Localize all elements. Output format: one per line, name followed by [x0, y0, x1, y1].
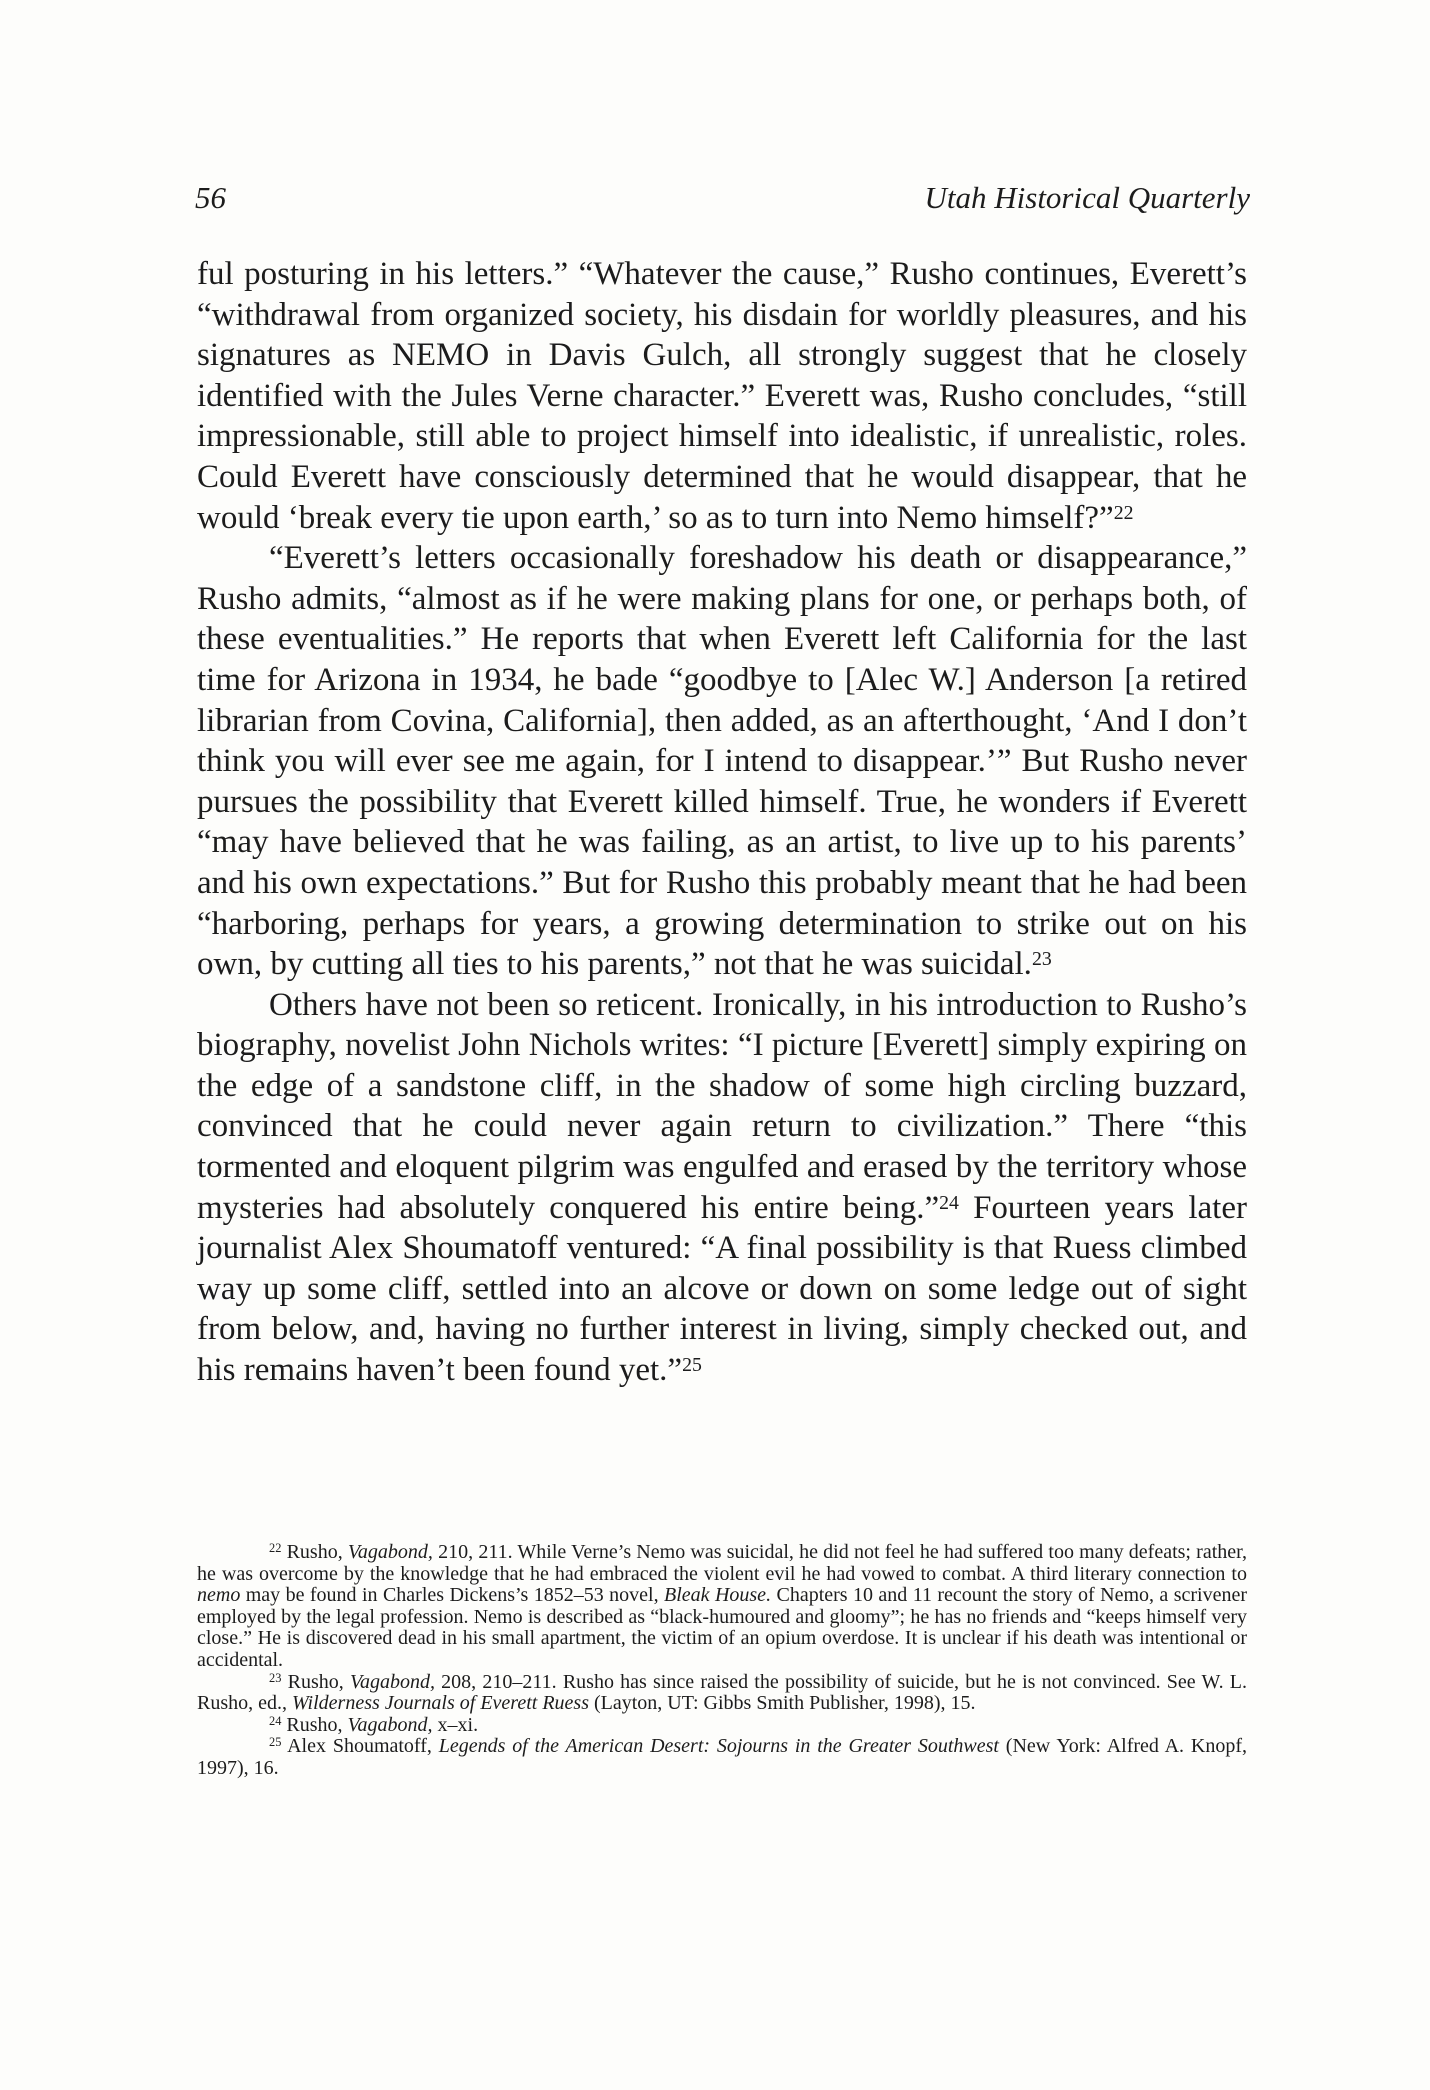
footnote-number: 23 [269, 1670, 282, 1685]
page-number: 56 [195, 180, 226, 215]
paragraph-1 [197, 254, 1247, 538]
paragraph-1-text: ful posturing in his letters.” “Whatever the cause,” Rusho continues, Everett’s “withdrawal from organized society, his disdain for worldly pleasures, and his signatures as NEMO in Davis Gulch, all strongly suggest that he closely identified with the Jules Verne character.” Everett was, Rusho concludes, “still impressionable, still able to project himself into idealistic, if unrealistic, roles. Could Everett have consciously determined that he would disappear, that he would ‘break every tie upon earth,’ so as to turn into Nemo himself?” [197, 256, 1247, 536]
footnote-24 [197, 1715, 1247, 1737]
footnote-title: Wilderness Journals of Everett Ruess [292, 1692, 589, 1715]
footnote-text: x–xi. [432, 1713, 479, 1736]
paragraph-3-text-a: Others have not been so reticent. Ironically, in his introduction to Rusho’s biography, novelist John Nichols writes: “I picture [Everett] simply expiring on the edge of a sandstone cliff, in the shadow of some high circling buzzard, convinced that he could never again return to civilization.” There “this tormented and eloquent pilgrim was engulfed and erased by the territory whose mysteries had absolutely conquered his entire being.” [197, 986, 1247, 1226]
body-text [197, 254, 1247, 1391]
footnote-text: Rusho, [281, 1713, 348, 1736]
note-ref-25[interactable]: 25 [682, 1354, 702, 1377]
footnote-term: nemo [197, 1584, 241, 1607]
footnote-text: Rusho, [281, 1541, 348, 1563]
footnote-number: 24 [269, 1713, 282, 1728]
paragraph-3 [197, 985, 1247, 1391]
footnote-title: Vagabond, [349, 1670, 435, 1693]
footnote-text: Rusho, [281, 1670, 350, 1693]
footnote-22 [197, 1542, 1247, 1672]
footnote-text: Chapters 10 and 11 recount the story of Nemo, a scrivener employed by the legal profession. Nemo is described as “black-humoured and gloomy”; he has no friends and “keeps himself very close.” He is discovered dead in his small apartment, the victim of an opium overdose. It is unclear if his death was intentional or accidental. [197, 1584, 1247, 1671]
running-head: Utah Historical Quarterly [924, 180, 1250, 215]
footnote-text: Alex Shoumatoff, [281, 1735, 439, 1758]
page-header [195, 180, 1250, 228]
footnote-23 [197, 1672, 1247, 1715]
footnote-number: 22 [269, 1540, 282, 1555]
paragraph-2 [197, 538, 1247, 985]
footnotes [197, 1542, 1247, 1780]
footnote-text: may be found in Charles Dickens’s 1852–53 novel, [240, 1584, 665, 1607]
footnote-text: 208, 210–211. Rusho has since raised the possibility of suicide, but he is not convinced. See W. L. Rusho, ed., [197, 1670, 1247, 1715]
footnote-number: 25 [269, 1735, 282, 1750]
paragraph-3-text-b: Fourteen years later journalist Alex Shoumatoff ventured: “A final possibility is that Ruess climbed way up some cliff, settled into an alcove or down on some ledge out of sight from below, and, having no further interest in living, simply checked out, and his remains haven’t been found yet.” [197, 1189, 1247, 1389]
note-ref-22[interactable]: 22 [1113, 501, 1134, 524]
footnote-title: Vagabond, [347, 1541, 433, 1563]
footnote-25 [197, 1736, 1247, 1779]
footnote-title: Vagabond, [347, 1713, 433, 1736]
note-ref-23[interactable]: 23 [1031, 948, 1052, 971]
note-ref-24[interactable]: 24 [939, 1191, 959, 1214]
footnote-text: (Layton, UT: Gibbs Smith Publisher, 1998), 15. [589, 1692, 976, 1715]
footnote-title: Bleak House. [664, 1584, 772, 1607]
footnote-text: (New York: Alfred A. Knopf, 1997), 16. [197, 1735, 1247, 1779]
footnote-title: Legends of the American Desert: Sojourns in the Greater Southwest [438, 1735, 999, 1758]
paragraph-2-text: “Everett’s letters occasionally foreshadow his death or disappearance,” Rusho admits, “almost as if he were making plans for one, or perhaps both, of these eventualities.” He reports that when Everett left California for the last time for Arizona in 1934, he bade “goodbye to [Alec W.] Anderson [a retired librarian from Covina, California], then added, as an afterthought, ‘And I don’t think you will ever see me again, for I intend to disappear.’” But Rusho never pursues the possibility that Everett killed himself. True, he wonders if Everett “may have believed that he was failing, as an artist, to live up to his parents’ and his own expectations.” But for Rusho this probably meant that he had been “harboring, perhaps for years, a growing determination to strike out on his own, by cutting all ties to his parents,” not that he was suicidal. [197, 540, 1247, 983]
footnote-text: 210, 211. While Verne’s Nemo was suicidal, he did not feel he had suffered too many defeats; rather, he was overcome by the knowledge that he had embraced the violent evil he had vowed to combat. A third literary connection to [197, 1541, 1247, 1585]
